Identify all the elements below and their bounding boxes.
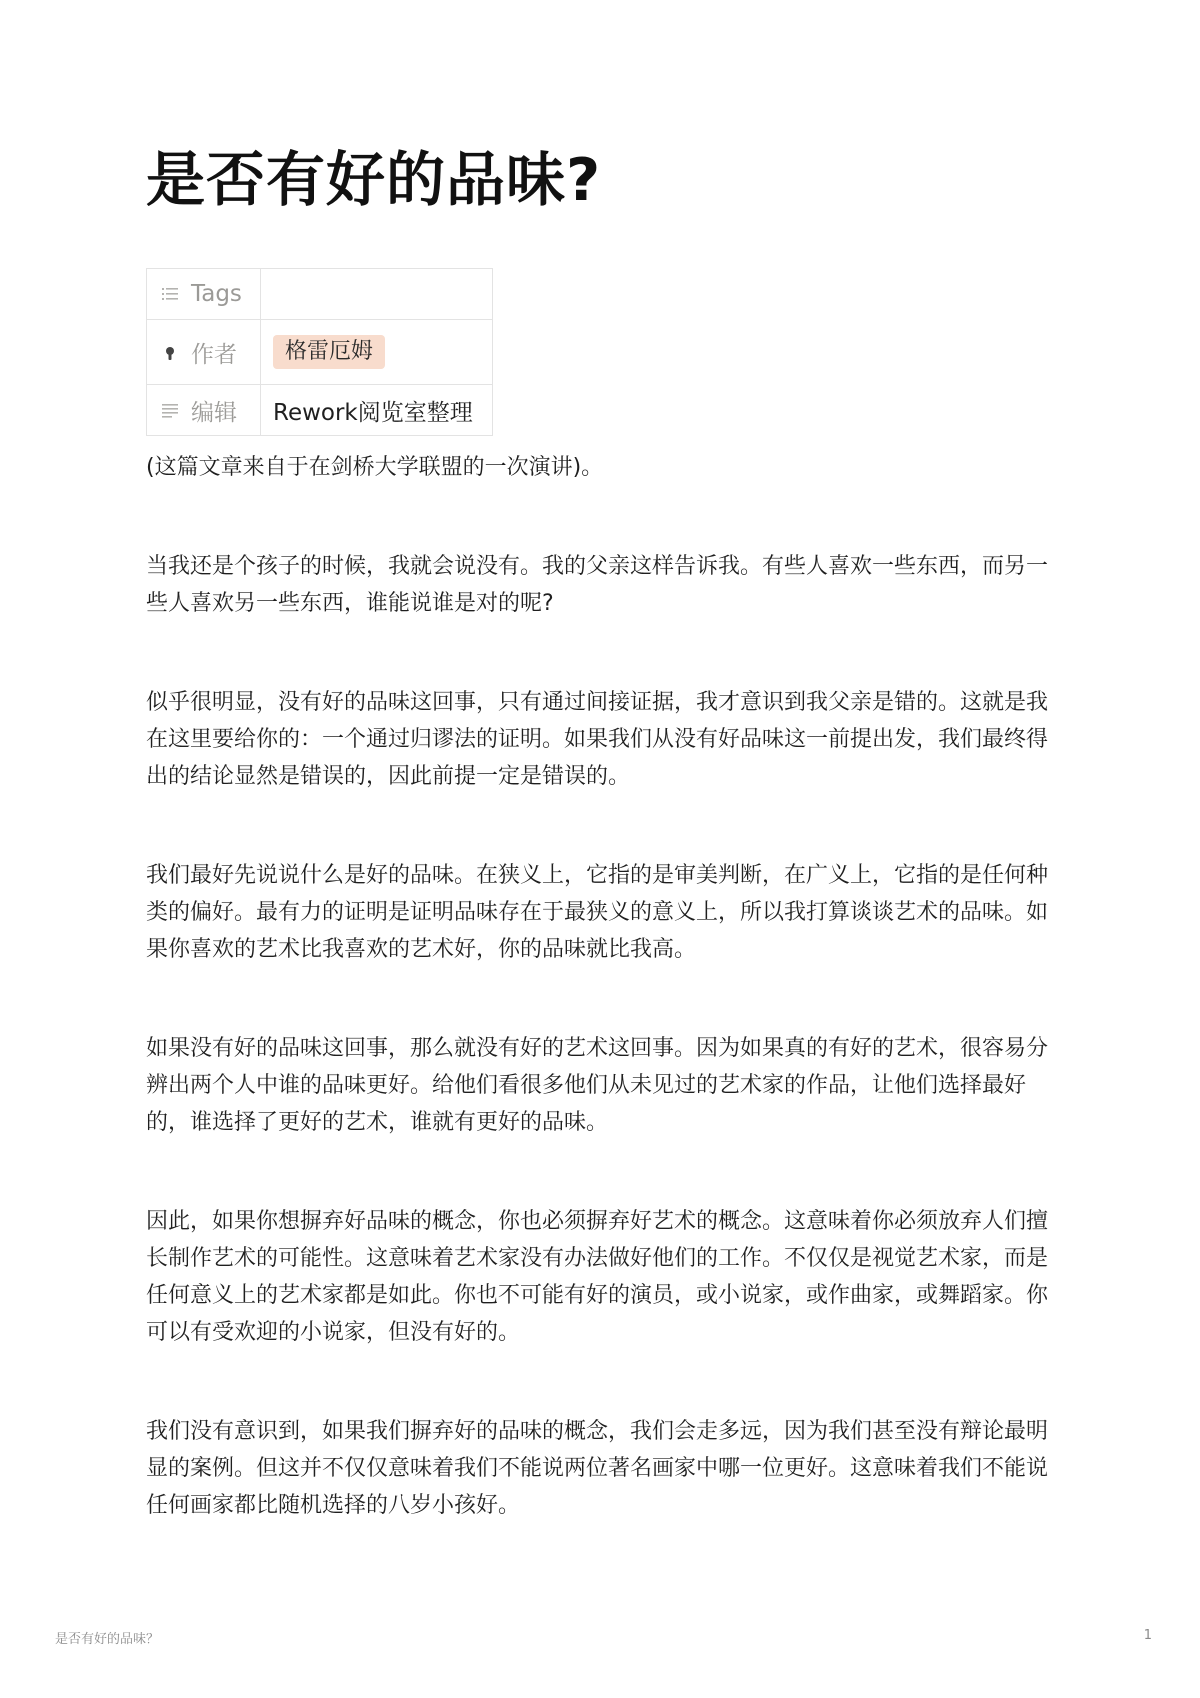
page-number: 1 — [1143, 1628, 1152, 1643]
paragraph: 我们最好先说说什么是好的品味。在狭义上，它指的是审美判断，在广义上，它指的是任何种类的偏好。最有力的证明是证明品味存在于最狭义的意义上，所以我打算谈谈艺术的品味。如果你喜欢的艺术比我喜欢的艺术好，你的品味就比我高。 — [146, 863, 1049, 962]
property-row-tags[interactable] — [147, 269, 493, 320]
property-value-tags[interactable] — [261, 269, 493, 320]
property-label-author: 作者 — [191, 341, 237, 368]
property-label-tags: Tags — [191, 281, 242, 307]
footer-title: 是否有好的品味？ — [55, 1632, 160, 1647]
paragraph: 似乎很明显，没有好的品味这回事，只有通过间接证据，我才意识到我父亲是错的。这就是我在这里要给你的：一个通过归谬法的证明。如果我们从没有好品味这一前提出发，我们最终得出的结论显然是错误的，因此前提一定是错误的。 — [146, 690, 1049, 789]
page-title: 是否有好的品味? — [146, 145, 602, 214]
article-body — [146, 449, 1056, 1586]
property-name-cell — [147, 385, 261, 436]
paragraph: (这篇文章来自于在剑桥大学联盟的一次演讲)。 — [146, 455, 604, 480]
paragraph: 因此，如果你想摒弃好品味的概念，你也必须摒弃好艺术的概念。这意味着你必须放弃人们擅长制作艺术的可能性。这意味着艺术家没有办法做好他们的工作。不仅仅是视觉艺术家，而是任何意义上的艺术家都是如此。你也不可能有好的演员，或小说家，或作曲家，或舞蹈家。你可以有受欢迎的小说家，但没有好的。 — [146, 1209, 1049, 1345]
text-lines-icon — [159, 399, 181, 421]
property-name-cell — [147, 320, 261, 385]
paragraph: 当我还是个孩子的时候，我就会说没有。我的父亲这样告诉我。有些人喜欢一些东西，而另一些人喜欢另一些东西，谁能说谁是对的呢? — [146, 554, 1049, 616]
property-value-author[interactable] — [261, 320, 493, 385]
property-name-cell — [147, 269, 261, 320]
property-value-editor[interactable]: Rework阅览室整理 — [261, 385, 493, 436]
property-row-editor[interactable] — [147, 385, 493, 436]
person-icon — [159, 341, 181, 363]
paragraph: 我们没有意识到，如果我们摒弃好的品味的概念，我们会走多远，因为我们甚至没有辩论最明显的案例。但这并不仅仅意味着我们不能说两位著名画家中哪一位更好。这意味着我们不能说任何画家都比随机选择的八岁小孩好。 — [146, 1419, 1049, 1518]
properties-table — [146, 268, 493, 436]
list-icon — [159, 283, 181, 305]
property-label-editor: 编辑 — [191, 399, 237, 426]
property-row-author[interactable] — [147, 320, 493, 385]
author-tag[interactable]: 格雷厄姆 — [273, 335, 385, 369]
paragraph: 如果没有好的品味这回事，那么就没有好的艺术这回事。因为如果真的有好的艺术，很容易分辨出两个人中谁的品味更好。给他们看很多他们从未见过的艺术家的作品，让他们选择最好的，谁选择了更好的艺术，谁就有更好的品味。 — [146, 1036, 1049, 1135]
